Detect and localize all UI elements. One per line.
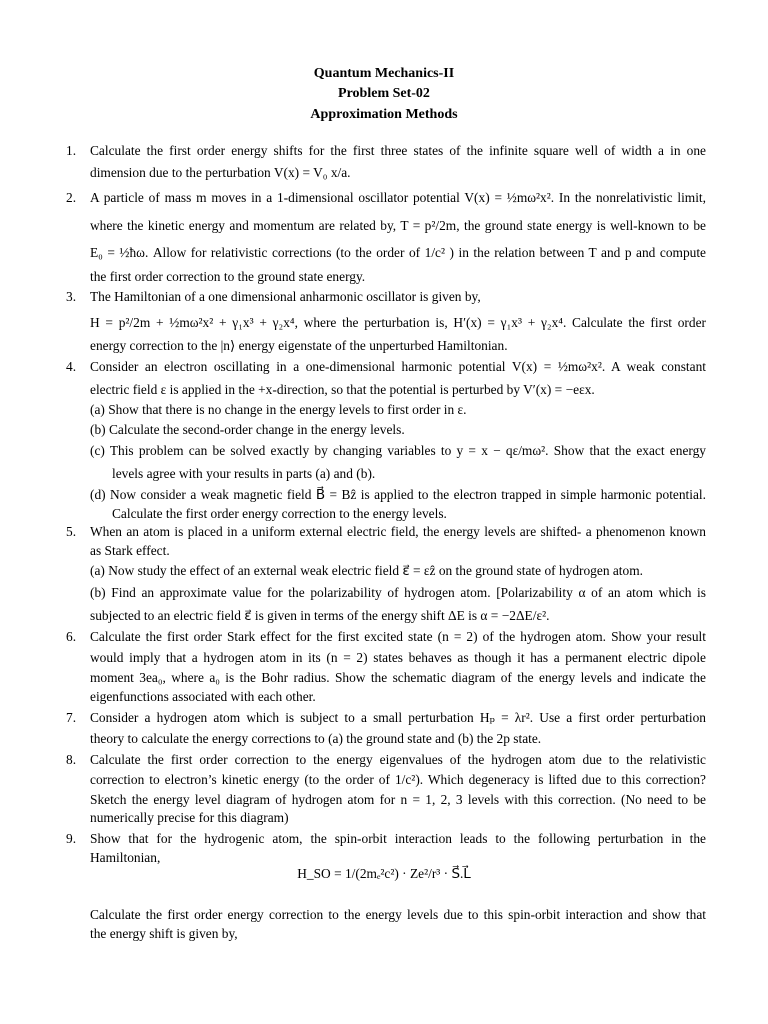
problem-2-line-2: where the kinetic energy and momentum are related by, T = p²/2m, the ground state energy is well-known to be bbox=[90, 218, 706, 233]
problem-1-line-1: Calculate the first order energy shifts for the first three states of the infinite square well of width a in one bbox=[90, 143, 706, 158]
problem-8-line-4: numerically precise for this diagram) bbox=[90, 810, 289, 825]
spin-orbit-equation: H_SO = 1/(2mₑ²c²) · Ze²/r³ · S⃗.L⃗ bbox=[297, 866, 471, 881]
problem-number: 3. bbox=[66, 289, 77, 304]
problem-6-line-3: moment 3ea₀, where a₀ is the Bohr radius. Show the schematic diagram of the energy levels and indicate the bbox=[90, 670, 706, 685]
problem-9-line-4: the energy shift is given by, bbox=[90, 926, 238, 941]
topic-title: Approximation Methods bbox=[310, 107, 458, 122]
problem-5-line-2: as Stark effect. bbox=[90, 543, 170, 558]
problem-8-line-2: correction to electron’s kinetic energy (to the order of 1/c²). Which degeneracy is lifted due to this correction? bbox=[90, 772, 706, 787]
problem-number: 8. bbox=[66, 752, 77, 767]
problem-number: 1. bbox=[66, 143, 77, 158]
problem-number: 7. bbox=[66, 710, 77, 725]
problem-4-part-d-line-1: (d) Now consider a weak magnetic field B⃗ = Bẑ is applied to the electron trapped in simple harmonic potential. bbox=[90, 487, 706, 502]
problem-3-line-2: H = p²/2m + ½mω²x² + γ₁x³ + γ₂x⁴, where the perturbation is, H′(x) = γ₁x³ + γ₂x⁴. Calculate the first order bbox=[90, 315, 706, 330]
problem-9-line-2: Hamiltonian, bbox=[90, 850, 161, 865]
problem-6-line-2: would imply that a hydrogen atom in its (n = 2) states behaves as though it has a permanent electric dipole bbox=[90, 650, 706, 665]
problem-2-line-4: the first order correction to the ground state energy. bbox=[90, 269, 366, 284]
problem-1-line-2: dimension due to the perturbation V(x) = V₀ x/a. bbox=[90, 165, 351, 180]
problem-9-line-1: Show that for the hydrogenic atom, the spin-orbit interaction leads to the following perturbation in the bbox=[90, 831, 706, 846]
problem-4-part-a: (a) Show that there is no change in the energy levels to first order in ε. bbox=[90, 402, 467, 417]
problem-2-line-3: E₀ = ½ħω. Allow for relativistic corrections (to the order of 1/c² ) in the relation between T and p and compute bbox=[90, 245, 706, 260]
problem-5-part-b-line-2: subjected to an electric field ε⃗ is given in terms of the energy shift ΔE is α = −2ΔE/ε². bbox=[90, 608, 550, 623]
course-title: Quantum Mechanics-II bbox=[313, 66, 455, 81]
problem-7-line-2: theory to calculate the energy corrections to (a) the ground state and (b) the 2p state. bbox=[90, 731, 542, 746]
problem-8-line-1: Calculate the first order correction to the energy eigenvalues of the hydrogen atom due to the relativistic bbox=[90, 752, 706, 767]
problem-4-part-c-line-2: levels agree with your results in parts (a) and (b). bbox=[112, 466, 376, 481]
problem-number: 6. bbox=[66, 629, 77, 644]
problem-number: 9. bbox=[66, 831, 77, 846]
problem-2-line-1: A particle of mass m moves in a 1-dimensional oscillator potential V(x) = ½mω²x². In the nonrelativistic limit, bbox=[90, 190, 706, 205]
problem-8-line-3: Sketch the energy level diagram of hydrogen atom for n = 1, 2, 3 levels with this correction. (No need to be bbox=[90, 792, 706, 807]
problem-5-part-b-line-1: (b) Find an approximate value for the polarizability of hydrogen atom. [Polarizability α of an atom which is bbox=[90, 585, 706, 600]
problem-3-line-1: The Hamiltonian of a one dimensional anharmonic oscillator is given by, bbox=[90, 289, 481, 304]
problem-number: 4. bbox=[66, 359, 77, 374]
problem-9-line-3: Calculate the first order energy correction to the energy levels due to this spin-orbit interaction and show that bbox=[90, 907, 706, 922]
problem-4-part-c-line-1: (c) This problem can be solved exactly by changing variables to y = x − qε/mω². Show that the exact energy bbox=[90, 443, 706, 458]
problem-3-line-3: energy correction to the |n⟩ energy eigenstate of the unperturbed Hamiltonian. bbox=[90, 338, 508, 353]
problem-4-line-2: electric field ε is applied in the +x-direction, so that the potential is perturbed by V′(x) = −eεx. bbox=[90, 382, 595, 397]
problem-5-line-1: When an atom is placed in a uniform external electric field, the energy levels are shifted- a phenomenon known bbox=[90, 524, 706, 539]
problem-6-line-1: Calculate the first order Stark effect for the first excited state (n = 2) of the hydrogen atom. Show your result bbox=[90, 629, 706, 644]
problem-4-line-1: Consider an electron oscillating in a one-dimensional harmonic potential V(x) = ½mω²x². A weak constant bbox=[90, 359, 706, 374]
problem-number: 5. bbox=[66, 524, 77, 539]
problem-4-part-b: (b) Calculate the second-order change in the energy levels. bbox=[90, 422, 405, 437]
problem-number: 2. bbox=[66, 190, 77, 205]
problem-6-line-4: eigenfunctions associated with each other. bbox=[90, 689, 316, 704]
problem-7-line-1: Consider a hydrogen atom which is subject to a small perturbation Hₚ = λr². Use a first order perturbation bbox=[90, 710, 706, 725]
problem-set-title: Problem Set-02 bbox=[338, 86, 430, 101]
problem-4-part-d-line-2: Calculate the first order energy correction to the energy levels. bbox=[112, 506, 447, 521]
problem-5-part-a: (a) Now study the effect of an external weak electric field ε⃗ = εẑ on the ground state of hydrogen atom. bbox=[90, 563, 643, 578]
